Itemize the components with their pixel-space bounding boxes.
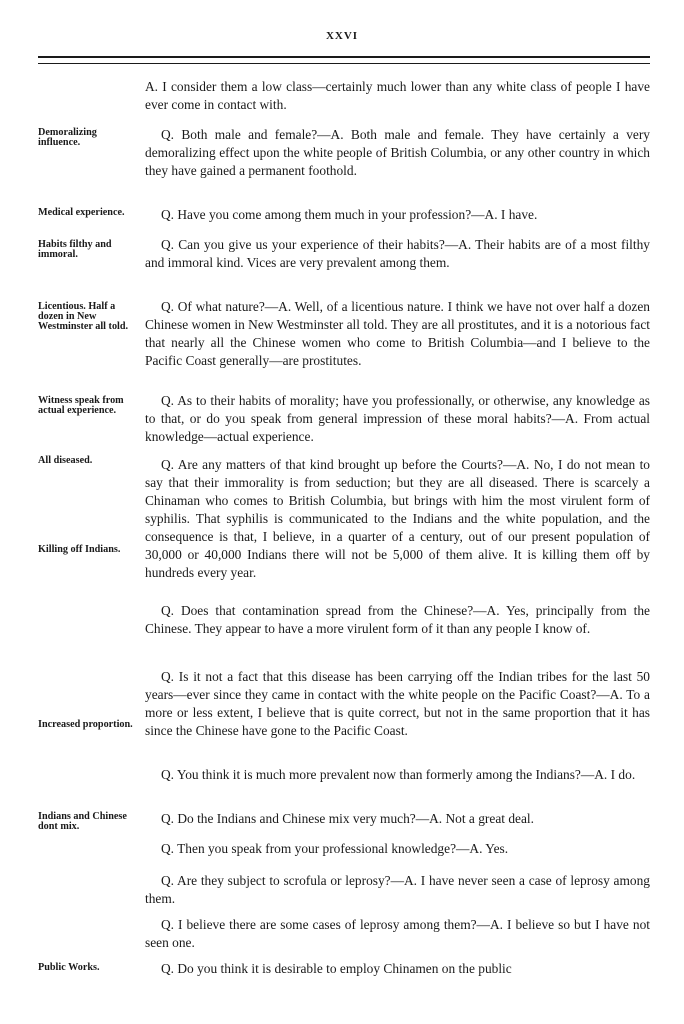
margin-note: Witness speak from actual experience.: [38, 395, 124, 416]
header-rule-thin: [38, 63, 650, 64]
margin-note: Demoralizing influence.: [38, 127, 97, 148]
paragraph: Q. Are they subject to scrofula or leprosy?—A. I have never seen a case of leprosy among them.: [145, 873, 650, 906]
paragraph: Q. Do you think it is desirable to employ Chinamen on the public: [161, 961, 512, 976]
paragraph: Q. Have you come among them much in your profession?—A. I have.: [161, 207, 538, 222]
paragraph: A. I consider them a low class—certainly much lower than any white class of people I have ever come in contact with.: [145, 79, 650, 112]
paragraph: Q. Is it not a fact that this disease has been carrying off the Indian tribes for the last 50 years—ever since they came in contact with the white people on the Pacific Coast?—A. To a more or less extent, I believe that is quite correct, but not in the same proportion that it has since the Chinese have gone to the Pacific Coast.: [145, 669, 650, 738]
header-rule-thick: [38, 56, 650, 58]
margin-note: Indians and Chinese dont mix.: [38, 811, 127, 832]
paragraph: Q. Then you speak from your professional knowledge?—A. Yes.: [161, 841, 509, 856]
paragraph: Q. You think it is much more prevalent now than formerly among the Indians?—A. I do.: [161, 767, 636, 782]
paragraph: Q. Does that contamination spread from the Chinese?—A. Yes, principally from the Chinese. They appear to have a more virulent form of it than any people I know of.: [145, 603, 650, 636]
margin-note: Increased proportion.: [38, 719, 133, 730]
margin-note: Medical experience.: [38, 207, 125, 218]
margin-note: Habits filthy and immoral.: [38, 239, 112, 260]
paragraph: Q. I believe there are some cases of leprosy among them?—A. I believe so but I have not seen one.: [145, 917, 650, 950]
paragraph: Q. Do the Indians and Chinese mix very much?—A. Not a great deal.: [161, 811, 534, 826]
margin-note: Killing off Indians.: [38, 544, 121, 555]
paragraph: Q. Both male and female?—A. Both male and female. They have certainly a very demoralizing effect upon the white people of British Columbia, or any other country in which they have gained a permanent foothold.: [145, 127, 650, 178]
paragraph: Q. Are any matters of that kind brought up before the Courts?—A. No, I do not mean to say that their immorality is from seduction; but they are all diseased. There is scarcely a Chinaman who comes to British Columbia, but brings with him the most virulent form of syphilis. That syphilis is communicated to the Indians and the white population, and the consequence is that, I believe, in a quarter of a century, out of our present population of 30,000 or 40,000 Indians there will not be 5,000 of them alive. It is killing them off by hundreds every year.: [145, 457, 650, 580]
margin-note: All diseased.: [38, 455, 93, 466]
margin-note: Public Works.: [38, 962, 100, 973]
paragraph: Q. Can you give us your experience of their habits?—A. Their habits are of a most filthy and immoral kind. Vices are very prevalent among them.: [145, 237, 650, 270]
paragraph: Q. Of what nature?—A. Well, of a licentious nature. I think we have not over half a dozen Chinese women in New Westminster all told. They are all prostitutes, and it is a notorious fact that nearly all the Chinese women who come to British Columbia—and I believe to the Pacific Coast generally—are prostitutes.: [145, 299, 650, 368]
margin-note: Licentious. Half a dozen in New Westminster all told.: [38, 301, 129, 332]
paragraph: Q. As to their habits of morality; have you professionally, or otherwise, any knowledge as to that, or do you speak from general impression of these moral habits?—A. From actual knowledge—actual experience.: [145, 393, 650, 444]
page-number: XXVI: [325, 30, 359, 42]
